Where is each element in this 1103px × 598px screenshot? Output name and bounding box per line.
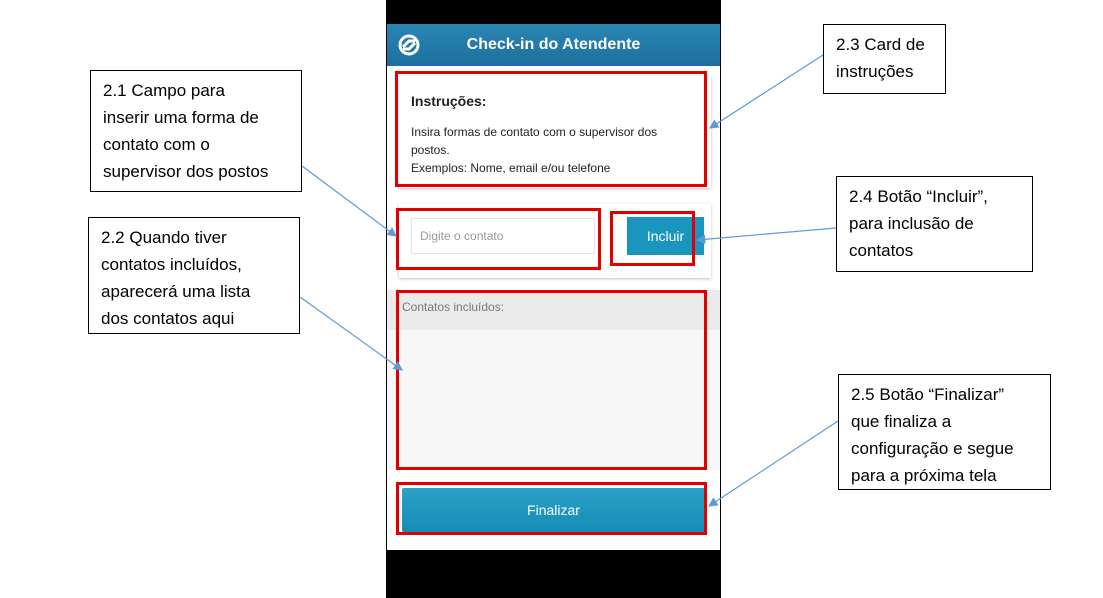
callout-line: 2.1 Campo para: [103, 81, 225, 100]
add-contact-button[interactable]: Incluir: [627, 217, 704, 255]
contacts-list-header: Contatos incluídos:: [387, 290, 720, 330]
instructions-line: postos.: [411, 143, 450, 157]
instructions-line: Exemplos: Nome, email e/ou telefone: [411, 161, 611, 175]
callout-line: contatos: [849, 241, 914, 260]
instructions-heading: Instruções:: [411, 93, 487, 109]
finish-button[interactable]: Finalizar: [402, 488, 705, 532]
arrow-2-4: [697, 228, 836, 240]
callout-line: que finaliza a: [851, 412, 952, 431]
arrow-2-3: [710, 55, 823, 128]
arrow-2-2: [300, 297, 402, 370]
contact-input[interactable]: Digite o contato: [411, 218, 595, 254]
callout-line: para inclusão de: [849, 214, 974, 233]
arrow-2-5: [709, 421, 838, 506]
callout-line: 2.3 Card de: [836, 35, 925, 54]
arrow-2-1: [302, 166, 396, 236]
callout-line: dos contatos aqui: [101, 309, 235, 328]
callout-line: para a próxima tela: [851, 466, 997, 485]
callout-line: aparecerá uma lista: [101, 282, 251, 301]
callout-line: instruções: [836, 62, 914, 81]
callout-line: contato com o: [103, 135, 210, 154]
page-title: Check-in do Atendente: [466, 36, 641, 53]
callout-line: 2.2 Quando tiver: [101, 228, 227, 247]
callout-line: configuração e segue: [851, 439, 1014, 458]
callout-line: contatos incluídos,: [101, 255, 242, 274]
callout-line: inserir uma forma de: [103, 108, 259, 127]
callout-line: supervisor dos postos: [103, 162, 269, 181]
callout-line: 2.5 Botão “Finalizar”: [851, 385, 1005, 404]
instructions-line: Insira formas de contato com o supervisor dos: [411, 125, 658, 139]
callout-line: 2.4 Botão “Incluir”,: [849, 187, 988, 206]
